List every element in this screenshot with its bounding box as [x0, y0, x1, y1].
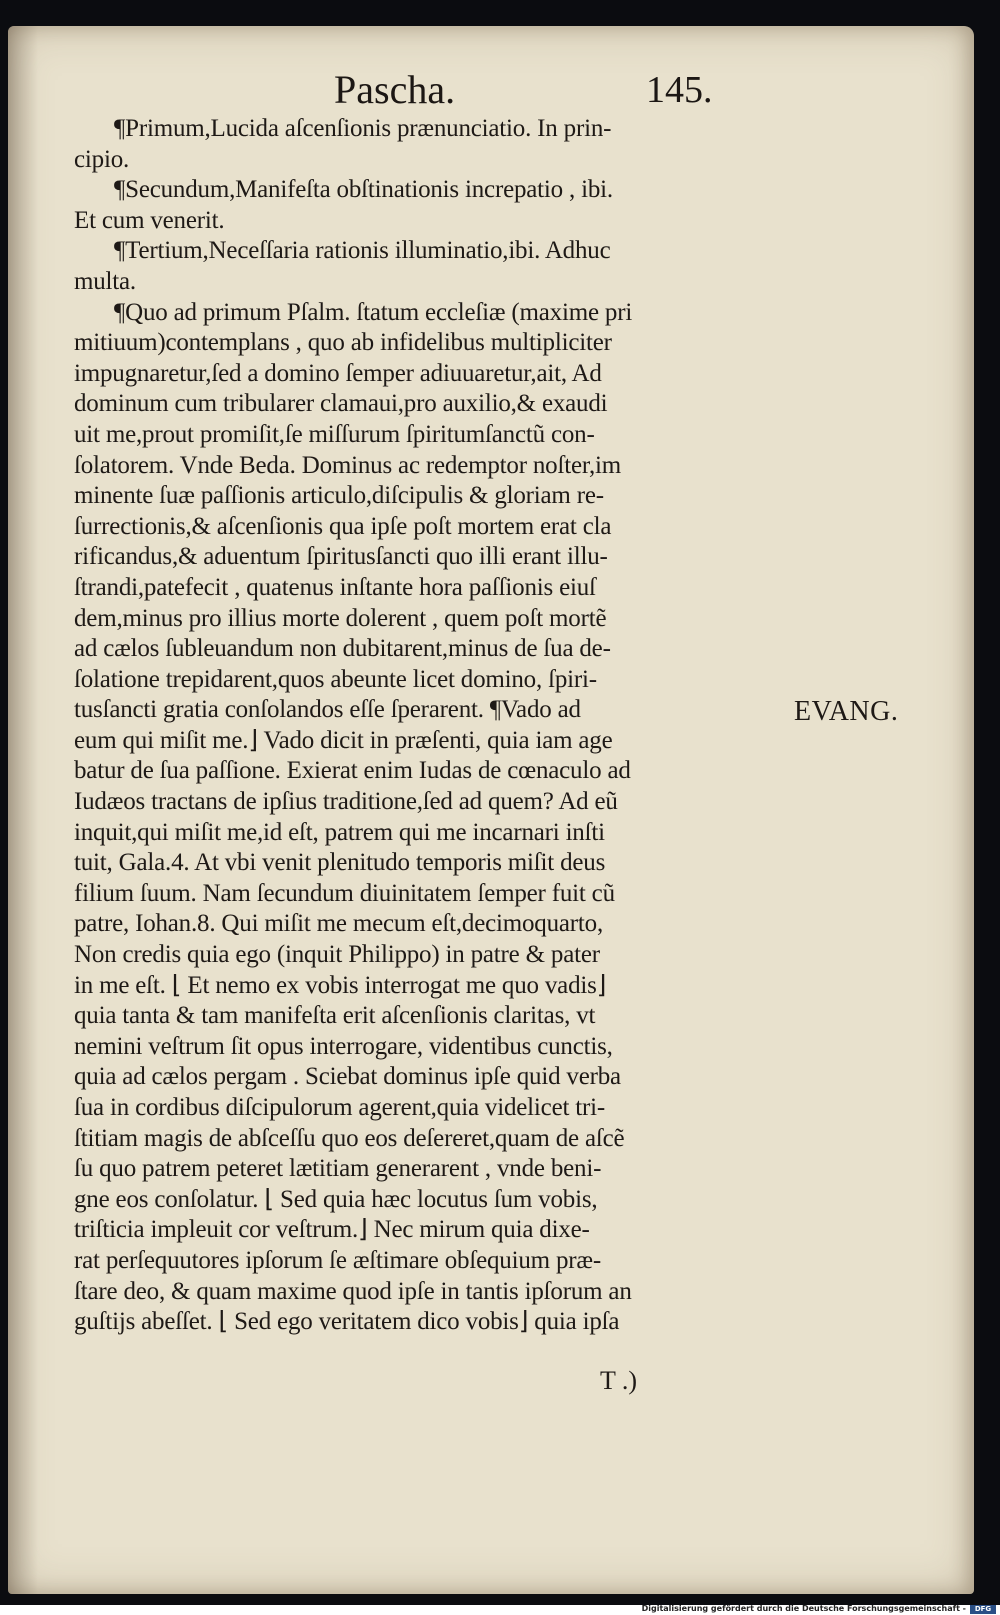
text-line: ſolatorem. Vnde Beda. Dominus ac redemptor noſter,im — [74, 451, 622, 479]
text-line: ſolatione trepidarent,quos abeunte licet domino, ſpiri- — [74, 665, 597, 693]
running-title: Pascha. — [334, 67, 456, 112]
text-line: nemini veſtrum ſit opus interrogare, videntibus cunctis, — [74, 1032, 613, 1060]
text-line: quia tanta & tam manifeſta erit aſcenſionis claritas, vt — [74, 1002, 596, 1030]
text-line: rat perſequutores ipſorum ſe æſtimare obſequium præ- — [74, 1246, 601, 1274]
text-line: mitiuum)contemplans , quo ab infidelibus multipliciter — [74, 329, 612, 357]
text-line: eum qui miſit me.⌋ Vado dicit in præſenti, quia iam age — [74, 726, 613, 754]
text-line: Iudæos tractans de ipſius traditione,ſed ad quem? Ad eũ — [74, 788, 618, 816]
text-line: triſticia impleuit cor veſtrum.⌋ Nec mirum quia dixe- — [74, 1216, 590, 1244]
text-line: gne eos conſolatur. ⌊ Sed quia hæc locutus ſum vobis, — [74, 1185, 598, 1213]
text-line: ¶Quo ad primum Pſalm. ſtatum eccleſiæ (maxime pri — [114, 298, 633, 326]
text-line: patre, Iohan.8. Qui miſit me mecum eſt,decimoquarto, — [74, 910, 604, 938]
page-number: 145. — [646, 69, 713, 111]
text-line: uit me,prout promiſit,ſe miſſurum ſpiritumſanctũ con- — [74, 420, 595, 448]
dfg-logo: DFG — [970, 1605, 996, 1614]
text-line: ¶Secundum,Manifeſta obſtinationis increpatio , ibi. — [114, 176, 613, 204]
text-line: ſurrectionis,& aſcenſionis qua ipſe poſt mortem erat cla — [74, 512, 612, 540]
footer-bar — [0, 1605, 1000, 1615]
body-text — [74, 114, 764, 1338]
text-line: guſtijs abeſſet. ⌊ Sed ego veritatem dico vobis⌋ quia ipſa — [74, 1308, 620, 1336]
text-line: filium ſuum. Nam ſecundum diuinitatem ſemper fuit cũ — [74, 879, 615, 907]
text-line: tuit, Gala.4. At vbi venit plenitudo temporis miſit deus — [74, 849, 606, 877]
text-line: ſua in cordibus diſcipulorum agerent,quia videlicet tri- — [74, 1094, 605, 1121]
text-line: inquit,qui miſit me,id eſt, patrem qui me incarnari inſti — [74, 818, 605, 846]
text-line: rificandus,& aduentum ſpiritusſancti quo illi erant illu- — [74, 543, 608, 571]
text-line: quia ad cælos pergam . Sciebat dominus ipſe quid verba — [74, 1063, 621, 1091]
text-line: cipio. — [74, 145, 130, 173]
text-line: ſtrandi,patefecit , quatenus inſtante hora paſſionis eiuſ — [74, 573, 596, 601]
text-line: impugnaretur,ſed a domino ſemper adiuuaretur,ait, Ad — [74, 359, 602, 387]
gutter-shadow — [8, 26, 38, 1594]
text-line: Non credis quia ego (inquit Philippo) in patre & pater — [74, 941, 600, 969]
text-line: dominum cum tribularer clamaui,pro auxilio,& exaudi — [74, 390, 608, 418]
text-line: tusſancti gratia conſolandos eſſe ſperarent. ¶Vado ad — [74, 696, 581, 724]
text-line: ¶Tertium,Neceſſaria rationis illuminatio,ibi. Adhuc — [114, 237, 611, 265]
signature-mark: T .) — [600, 1366, 638, 1395]
text-line: batur de ſua paſſione. Exierat enim Iudas de cœnaculo ad — [74, 757, 631, 785]
text-line: ad cælos ſubleuandum non dubitarent,minus de ſua de- — [74, 635, 611, 663]
text-line: ſu quo patrem peteret lætitiam generarent , vnde beni- — [74, 1155, 602, 1183]
page-header — [300, 66, 760, 116]
text-line: ¶Primum,Lucida aſcenſionis prænunciatio. In prin- — [114, 115, 612, 142]
text-line: Et cum venerit. — [74, 206, 225, 234]
margin-note: EVANG. — [794, 696, 899, 727]
text-line: ſtitiam magis de abſceſſu quo eos deſereret,quam de aſcẽ — [74, 1124, 625, 1152]
text-line: ſtare deo, & quam maxime quod ipſe in tantis ipſorum an — [74, 1277, 632, 1305]
text-line: multa. — [74, 267, 136, 295]
text-line: in me eſt. ⌊ Et nemo ex vobis interrogat me quo vadis⌋ — [74, 971, 607, 999]
text-line: dem,minus pro illius morte dolerent , quem poſt mortẽ — [74, 604, 607, 632]
text-line: minente ſuæ paſſionis articulo,diſcipulis & gloriam re- — [74, 482, 604, 510]
funding-credit: Digitalisierung gefördert durch die Deutsche Forschungsgemeinschaft - — [641, 1604, 966, 1613]
